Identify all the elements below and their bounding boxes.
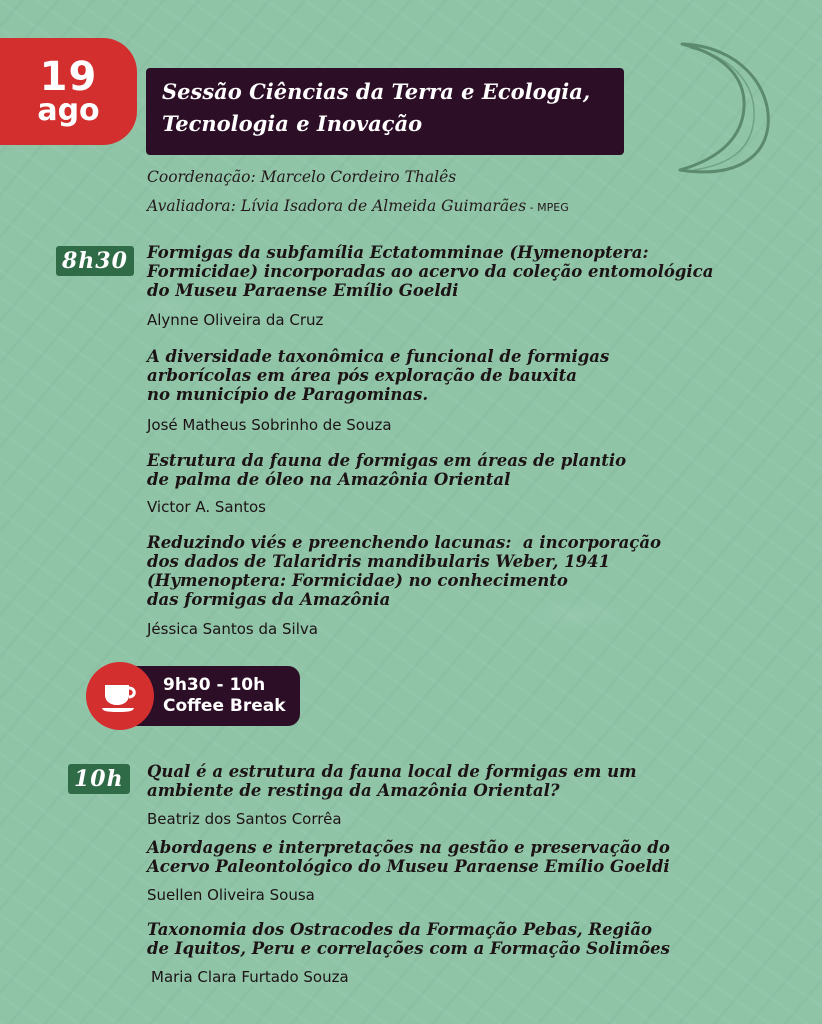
talk-author: Victor A. Santos [147, 498, 266, 516]
talk-author: Alynne Oliveira da Cruz [147, 311, 324, 329]
talk-author: Jéssica Santos da Silva [147, 620, 318, 638]
date-month: ago [37, 92, 100, 128]
date-badge [0, 38, 137, 145]
coffee-cup-icon [100, 679, 140, 713]
time-badge-8h30: 8h30 [56, 246, 134, 276]
talk-title: Taxonomia dos Ostracodes da Formação Pebas, Região de Iquitos, Peru e correlações com a Formação Solimões [147, 920, 670, 958]
talk-title: A diversidade taxonômica e funcional de formigas arborícolas em área pós exploração de bauxita no município de Paragominas. [147, 347, 610, 404]
talk-author: José Matheus Sobrinho de Souza [147, 416, 392, 434]
talk-title: Formigas da subfamília Ectatomminae (Hymenoptera: Formicidae) incorporadas ao acervo da coleção entomológica do Museu Paraense Emílio Goeldi [147, 243, 714, 300]
time-badge-10h: 10h [68, 764, 130, 794]
talk-title: Reduzindo viés e preenchendo lacunas: a incorporação dos dados de Talaridris mandibularis Weber, 1941 (Hymenoptera: Formicidae) no conhecimento das formigas da Amazônia [147, 533, 662, 609]
talk-author: Maria Clara Furtado Souza [151, 968, 349, 986]
talk-title: Qual é a estrutura da fauna local de formigas em um ambiente de restinga da Amazônia Oriental? [147, 762, 637, 800]
talk-author: Suellen Oliveira Sousa [147, 886, 315, 904]
session-title-line1: Sessão Ciências da Terra e Ecologia, [162, 79, 591, 104]
coffee-circle [86, 662, 154, 730]
date-day: 19 [39, 53, 98, 100]
talk-author: Beatriz dos Santos Corrêa [147, 810, 342, 828]
talk-title: Abordagens e interpretações na gestão e preservação do Acervo Paleontológico do Museu Paraense Emílio Goeldi [147, 838, 670, 876]
evaluator-name: Avaliadora: Lívia Isadora de Almeida Guimarães [147, 197, 527, 215]
talk-title: Estrutura da fauna de formigas em áreas de plantio de palma de óleo na Amazônia Oriental [147, 451, 627, 489]
session-title [146, 68, 624, 155]
session-title-line2: Tecnologia e Inovação [162, 111, 423, 136]
coffee-break-time: 9h30 - 10h [163, 675, 266, 695]
evaluator-line [147, 197, 569, 215]
crescent-moon-icon [668, 36, 780, 184]
evaluator-org: - MPEG [526, 201, 569, 214]
coordination-line: Coordenação: Marcelo Cordeiro Thalês [147, 168, 457, 186]
coffee-break-label: Coffee Break [163, 696, 286, 716]
